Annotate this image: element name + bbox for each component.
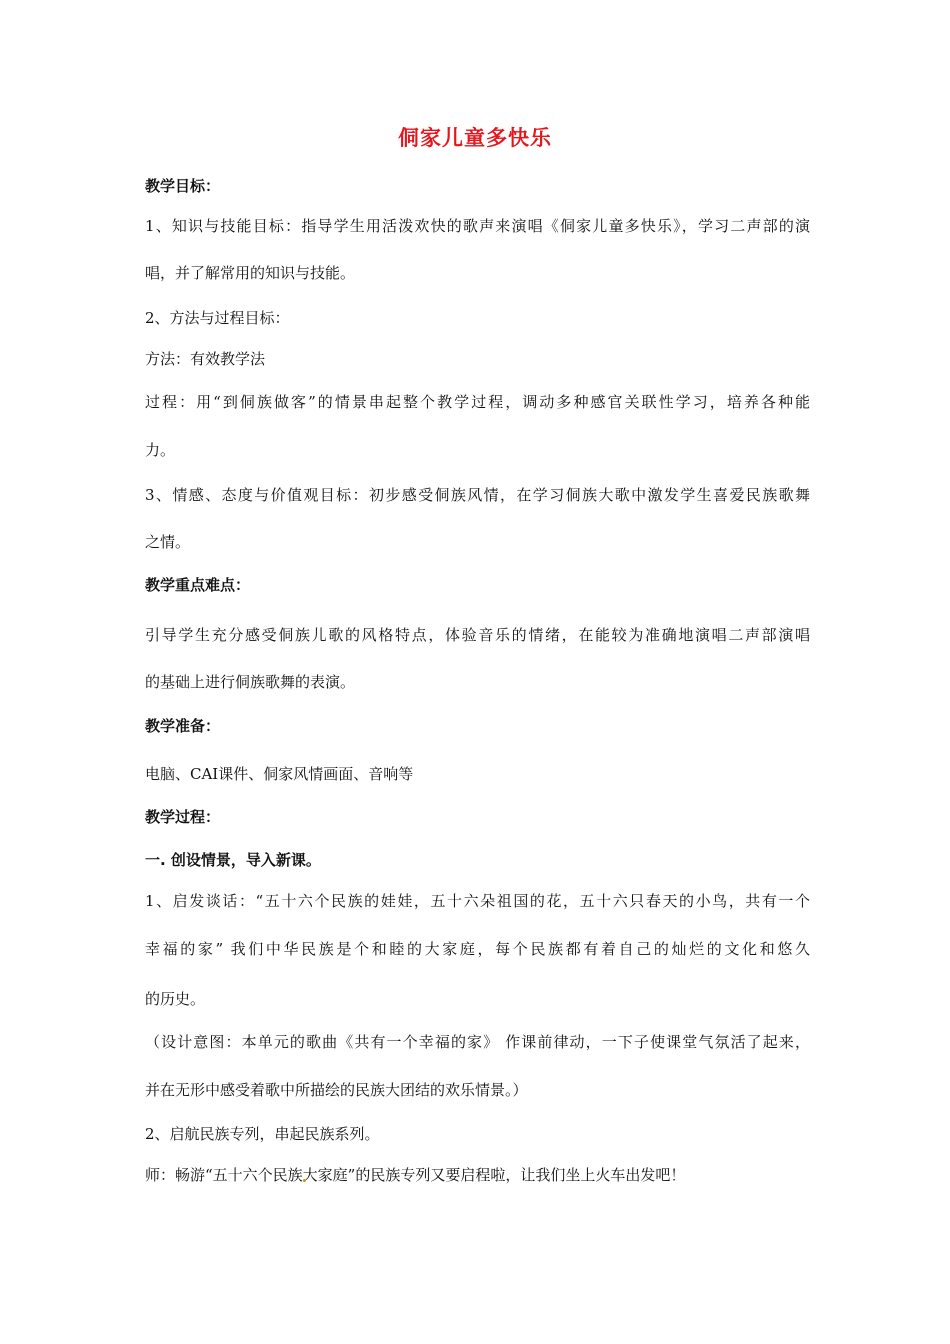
key-heading: 教学重点难点：	[145, 576, 251, 594]
goal2-line: 2、方法与过程目标：	[145, 309, 290, 327]
step1-heading: 一. 创设情景，导入新课。	[145, 851, 321, 869]
design-line2: 并在无形中感受着歌中所描绘的民族大团结的欢乐情景。）	[145, 1081, 528, 1099]
prep-line: 电脑、CAI课件、侗家风情画面、音响等	[145, 765, 414, 783]
step1-item1-line3: 的历史。	[145, 990, 206, 1008]
key-line2: 的基础上进行侗族歌舞的表演。	[145, 673, 356, 691]
goal3-line1: 3、情感、态度与价值观目标：初步感受侗族风情，在学习侗族大歌中激发学生喜爱民族歌舞	[145, 486, 810, 504]
method-line: 方法：有效教学法	[145, 350, 266, 368]
process-heading: 教学过程：	[145, 808, 221, 826]
process-line1: 过程：用“到侗族做客”的情景串起整个教学过程，调动多种感官关联性学习，培养各种能	[145, 393, 810, 411]
step1-item1-line2: 幸福的家” 我们中华民族是个和睦的大家庭，每个民族都有着自己的灿烂的文化和悠久	[145, 940, 810, 958]
step1-item2-line: 2、启航民族专列，串起民族系列。	[145, 1125, 380, 1143]
goal1-line2: 唱，并了解常用的知识与技能。	[145, 264, 356, 282]
goal1-line1: 1、知识与技能目标：指导学生用活泼欢快的歌声来演唱《侗家儿童多快乐》，学习二声部的演	[145, 217, 810, 235]
key-line1: 引导学生充分感受侗族儿歌的风格特点，体验音乐的情绪，在能较为准确地演唱二声部演唱	[145, 626, 810, 644]
step1-item1-line1: 1、启发谈话：“五十六个民族的娃娃，五十六朵祖国的花，五十六只春天的小鸟，共有一个	[145, 892, 810, 910]
goals-heading: 教学目标：	[145, 177, 221, 195]
prep-heading: 教学准备：	[145, 717, 221, 735]
process-line2: 力。	[145, 441, 176, 459]
teacher-line-part2: 大家庭”的民族专列又要启程啦，让我们坐上火车出发吧！	[302, 1166, 686, 1184]
document-title: 侗家儿童多快乐	[398, 126, 552, 150]
design-line1: （设计意图：本单元的歌曲《共有一个幸福的家》 作课前律动，一下子使课堂气氛活了起来，	[145, 1033, 810, 1051]
teacher-line-part1: 师：畅游“五十六个民族	[145, 1166, 303, 1184]
teacher-line	[145, 1164, 810, 1186]
goal3-line2: 之情。	[145, 533, 191, 551]
